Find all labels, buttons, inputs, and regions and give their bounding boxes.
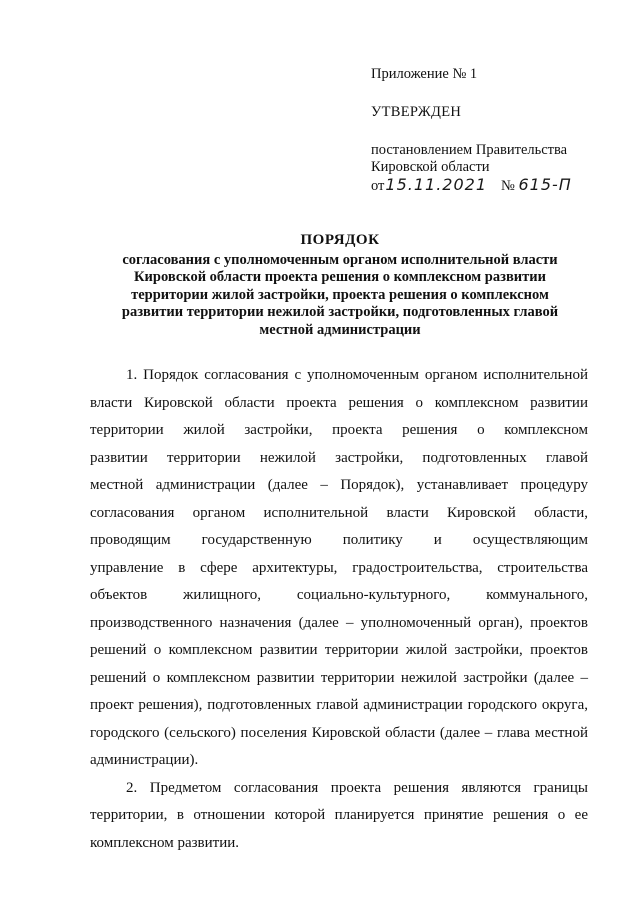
paragraph-line: городского (сельского) поселения Кировской области (далее – глава местной [90,724,588,741]
title-line: развитии территории нежилой застройки, подготовленных главой [121,304,559,320]
paragraph-line: территории, в отношении которой планируется принятие решения о ее [90,807,588,823]
paragraph-2 [90,775,588,858]
paragraph-line: развитии территории нежилой застройки, подготовленных главой [90,449,588,466]
approval-header [371,66,621,195]
paragraph-line: власти Кировской области проекта решения о комплексном развитии [90,394,588,411]
appendix-label: Приложение № 1 [371,66,478,82]
title-main: ПОРЯДОК [300,232,380,248]
paragraph-line: объектов жилищного, социально-культурного, коммунального, [90,587,588,603]
paragraph-line: 2. Предметом согласования проекта решения являются границы [126,779,588,796]
paragraph-1 [90,362,588,775]
number-prefix: № [501,178,515,194]
paragraph-line: администрации). [90,752,199,768]
paragraph-line: решений о комплексном развитии территории жилой застройки, проектов [90,642,588,658]
document-title [100,232,580,339]
paragraph-line: проект решения), подготовленных главой администрации городского округа, [90,697,588,713]
decree-reference [371,142,621,195]
title-line: местной администрации [259,321,421,338]
approved-label: УТВЕРЖДЕН [371,104,462,120]
title-line: территории жилой застройки, проекта решения о комплексном [131,286,549,303]
paragraph-line: проводящим государственную политику и осуществляющим [90,532,588,548]
paragraph-line: комплексном развитии. [90,834,240,851]
paragraph-line: территории жилой застройки, проекта решения о комплексном [90,422,588,438]
date-prefix: от [371,178,385,194]
paragraph-line: управление в сфере архитектуры, градостроительства, строительства [90,559,588,576]
handwritten-number: 615-П [518,175,572,194]
paragraph-line: согласования органом исполнительной власти Кировской области, [90,504,588,521]
decree-line-2: Кировской области [371,159,490,175]
title-line: согласования с уполномоченным органом исполнительной власти [122,251,558,268]
paragraph-line: производственного назначения (далее – уполномоченный орган), проектов [90,614,588,631]
decree-date-number [371,176,621,195]
paragraph-line: решений о комплексном развитии территории нежилой застройки (далее – [90,669,588,686]
title-line: Кировской области проекта решения о комплексном развитии [134,269,546,285]
paragraph-line: местной администрации (далее – Порядок), устанавливает процедуру [90,477,588,493]
paragraph-line: 1. Порядок согласования с уполномоченным органом исполнительной [126,367,588,383]
handwritten-date: 15.11.2021 [385,175,488,194]
document-body [90,362,588,857]
decree-line-1: постановлением Правительства [371,142,568,158]
